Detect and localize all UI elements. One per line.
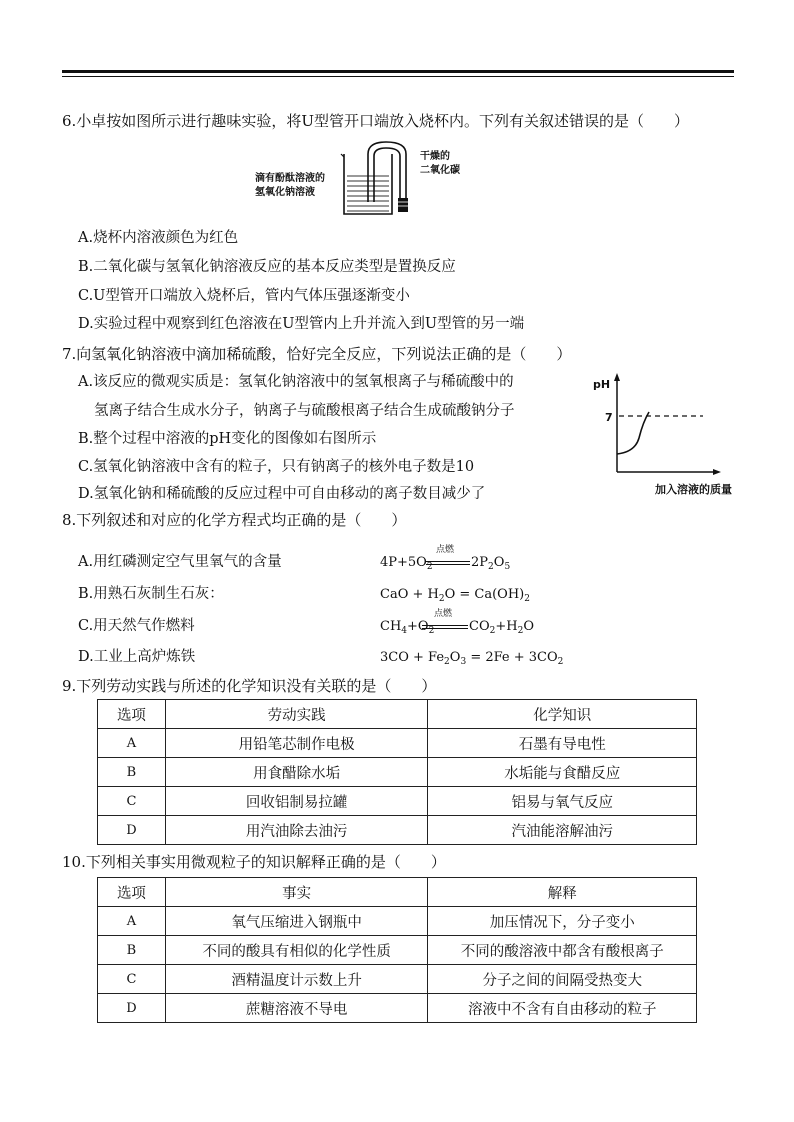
table-row bbox=[98, 907, 697, 936]
table-header-cell: 选项 bbox=[98, 700, 166, 729]
q7-graph-y-tick: 7 bbox=[605, 411, 613, 424]
table-row bbox=[98, 729, 697, 758]
q9-table bbox=[97, 699, 697, 845]
q9-stem: 9.下列劳动实践与所述的化学知识没有关联的是（ ） bbox=[62, 677, 437, 695]
table-cell: 用食醋除水垢 bbox=[165, 758, 428, 787]
table-cell: A bbox=[98, 729, 166, 758]
q8-equation-c-left: $CH_4+O_2$ bbox=[380, 619, 435, 636]
table-cell: 不同的酸具有相似的化学性质 bbox=[165, 936, 428, 965]
q6-figure-label-solution-line2: 氢氧化钠溶液 bbox=[255, 187, 315, 198]
table-cell: 不同的酸溶液中都含有酸根离子 bbox=[428, 936, 697, 965]
table-cell: 酒精温度计示数上升 bbox=[165, 965, 428, 994]
table-cell: 蔗糖溶液不导电 bbox=[165, 994, 428, 1023]
table-cell: D bbox=[98, 816, 166, 845]
table-header-row bbox=[98, 878, 697, 907]
q8-equation-a-left: $4P+5O_2$ bbox=[380, 555, 433, 572]
q8-stem: 8.下列叙述和对应的化学方程式均正确的是（ ） bbox=[62, 511, 407, 529]
table-cell: B bbox=[98, 758, 166, 787]
table-cell: 分子之间的间隔受热变大 bbox=[428, 965, 697, 994]
q8-option-c: C.用天然气作燃料 bbox=[78, 618, 195, 634]
q7-option-c: C.氢氧化钠溶液中含有的粒子，只有钠离子的核外电子数是10 bbox=[78, 459, 475, 475]
table-cell: C bbox=[98, 965, 166, 994]
q6-figure-label-co2-line2: 二氧化碳 bbox=[420, 165, 460, 176]
table-cell: 用汽油除去油污 bbox=[165, 816, 428, 845]
table-cell: 汽油能溶解油污 bbox=[428, 816, 697, 845]
q6-stem: 6.小卓按如图所示进行趣味实验，将U型管开口端放入烧杯内。下列有关叙述错误的是（ ） bbox=[62, 112, 689, 130]
q8-option-d: D.工业上高炉炼铁 bbox=[78, 649, 196, 665]
table-header-cell: 解释 bbox=[428, 878, 697, 907]
table-row bbox=[98, 994, 697, 1023]
table-row bbox=[98, 816, 697, 845]
table-header-row bbox=[98, 700, 697, 729]
q8-equation-a-arrow bbox=[426, 561, 470, 565]
table-row bbox=[98, 787, 697, 816]
q6-option-c: C.U型管开口端放入烧杯后，管内气体压强逐渐变小 bbox=[78, 288, 410, 304]
q6-figure-label-co2-line1: 干燥的 bbox=[420, 151, 450, 162]
q7-option-b: B.整个过程中溶液的pH变化的图像如右图所示 bbox=[78, 431, 377, 447]
q7-option-a-line2: 氢离子结合生成水分子，钠离子与硫酸根离子结合生成硫酸钠分子 bbox=[94, 403, 515, 419]
q6-option-d: D.实验过程中观察到红色溶液在U型管内上升并流入到U型管的另一端 bbox=[78, 316, 525, 332]
q8-option-a: A.用红磷测定空气里氧气的含量 bbox=[78, 554, 282, 570]
table-row bbox=[98, 758, 697, 787]
table-cell: 水垢能与食醋反应 bbox=[428, 758, 697, 787]
table-header-cell: 劳动实践 bbox=[165, 700, 428, 729]
table-cell: D bbox=[98, 994, 166, 1023]
table-cell: 氧气压缩进入钢瓶中 bbox=[165, 907, 428, 936]
q8-option-b: B.用熟石灰制生石灰： bbox=[78, 586, 224, 602]
q7-stem: 7.向氢氧化钠溶液中滴加稀硫酸，恰好完全反应，下列说法正确的是（ ） bbox=[62, 345, 572, 363]
header-rule-thin bbox=[62, 76, 734, 77]
q8-equation-c-arrow bbox=[422, 625, 468, 629]
table-cell: 回收铝制易拉罐 bbox=[165, 787, 428, 816]
q7-option-d: D.氢氧化钠和稀硫酸的反应过程中可自由移动的离子数目减少了 bbox=[78, 486, 486, 502]
table-row bbox=[98, 936, 697, 965]
q8-equation-b: CaO + $H_2O = Ca(OH)_2$ bbox=[380, 587, 530, 604]
q6-option-b: B.二氧化碳与氢氧化钠溶液反应的基本反应类型是置换反应 bbox=[78, 259, 456, 275]
q8-equation-c-condition: 点燃 bbox=[434, 609, 453, 619]
q6-figure-label-solution-line1: 滴有酚酞溶液的 bbox=[255, 173, 325, 184]
table-row bbox=[98, 965, 697, 994]
table-cell: 铝易与氧气反应 bbox=[428, 787, 697, 816]
table-cell: B bbox=[98, 936, 166, 965]
table-cell: C bbox=[98, 787, 166, 816]
table-cell: A bbox=[98, 907, 166, 936]
q10-table bbox=[97, 877, 697, 1023]
q7-graph-x-label: 加入溶液的质量 bbox=[655, 483, 732, 496]
q8-equation-d: $3CO + Fe_2O_3 = 2Fe + 3CO_2$ bbox=[380, 650, 564, 667]
table-cell: 加压情况下，分子变小 bbox=[428, 907, 697, 936]
q8-equation-c-right: $CO_2+H_2O$ bbox=[469, 619, 534, 636]
q10-stem: 10.下列相关事实用微观粒子的知识解释正确的是（ ） bbox=[62, 853, 446, 871]
q7-ph-graph bbox=[605, 372, 735, 482]
table-cell: 用铅笔芯制作电极 bbox=[165, 729, 428, 758]
table-header-cell: 选项 bbox=[98, 878, 166, 907]
q8-equation-a-condition: 点燃 bbox=[436, 545, 455, 555]
q6-option-a: A.烧杯内溶液颜色为红色 bbox=[78, 230, 239, 246]
q8-equation-a-right: $2P_2O_5$ bbox=[471, 555, 511, 572]
q7-option-a-line1: A.该反应的微观实质是：氢氧化钠溶液中的氢氧根离子与稀硫酸中的 bbox=[78, 374, 514, 390]
table-header-cell: 化学知识 bbox=[428, 700, 697, 729]
q7-graph-y-label: pH bbox=[593, 378, 611, 391]
table-cell: 溶液中不含有自由移动的粒子 bbox=[428, 994, 697, 1023]
header-rule-thick bbox=[62, 70, 734, 73]
table-header-cell: 事实 bbox=[165, 878, 428, 907]
table-cell: 石墨有导电性 bbox=[428, 729, 697, 758]
